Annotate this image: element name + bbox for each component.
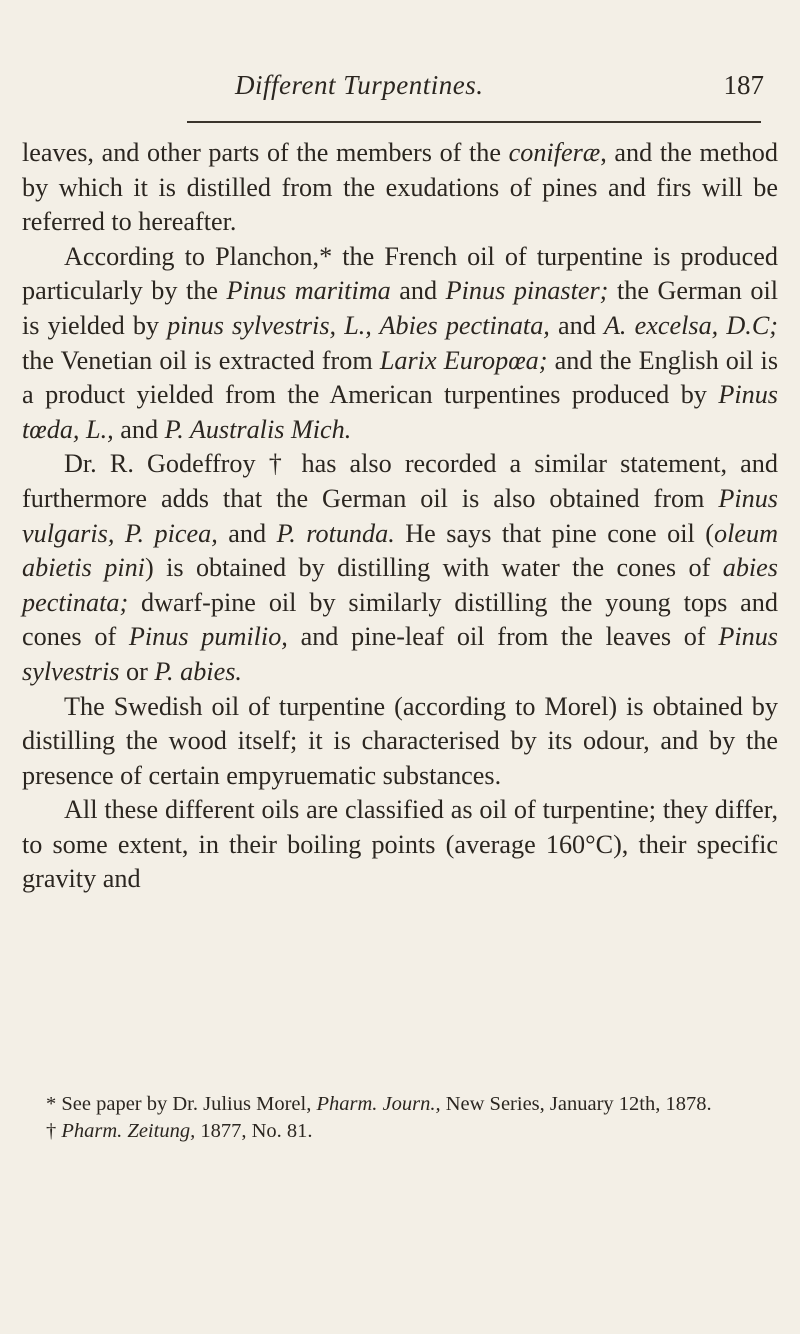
paragraph-p1 [22, 136, 778, 240]
footnotes [22, 1091, 778, 1144]
paragraph-p3 [22, 447, 778, 689]
text-run: and [217, 518, 277, 548]
text-run: the Venetian oil is extracted from [22, 345, 380, 375]
text-run: the German oil is yielded by [22, 276, 779, 340]
page-header [22, 70, 778, 110]
italic-text: A. excelsa, D.C; [603, 310, 779, 340]
page-number: 187 [723, 70, 764, 100]
paragraph-p2 [22, 240, 778, 448]
text-run: According to Planchon,* the French oil of turpentine is produced particularly by the [22, 241, 778, 306]
paragraph-p4 [22, 690, 778, 794]
text-run: and [113, 414, 165, 444]
text-run: Dr. R. Godeffroy † has also recorded a similar statement, and furthermore adds that the German oil is also obtained from [22, 449, 778, 513]
italic-text: Pinus maritima [226, 276, 391, 306]
text-run: and the English oil is a product yielded from the American turpentines produced by [22, 345, 779, 410]
italic-text: coniferæ [508, 138, 601, 167]
italic-text: P. rotunda. [276, 518, 395, 548]
italic-text: Pharm. Zeitung, [61, 1119, 196, 1142]
text-run: The Swedish oil of turpentine (according to Morel) is obtained by distilling the wood itself; it is characterised by its odour, and by the presence of certain empyruematic substances. [22, 691, 778, 790]
italic-text: Pharm. Journ., [316, 1093, 441, 1115]
text-run: All these different oils are classified as oil of turpentine; they differ, to some extent, in their boiling points (average 160°C), their specific gravity and [22, 795, 778, 894]
italic-text: Pinus vulgaris, P. picea, [22, 483, 778, 548]
text-run: or [119, 656, 155, 686]
italic-text: Pinus sylvestris [22, 622, 778, 686]
text-run: ) is obtained by distilling with water the cones of [144, 553, 723, 583]
text-run: dwarf-pine oil by similarly distilling the young tops and cones of [22, 587, 778, 652]
text-run: and [549, 310, 604, 340]
footnote-fn1 [22, 1091, 778, 1118]
italic-text: P. Australis Mich. [164, 414, 352, 444]
text-run: He says that pine cone oil ( [394, 518, 714, 548]
body-text [22, 136, 778, 897]
text-run: and pine-leaf oil from the leaves of [287, 622, 719, 652]
text-run: and [390, 276, 446, 306]
italic-text: Larix Europœa; [379, 345, 548, 375]
footnote-fn2 [22, 1118, 778, 1145]
running-title: Different Turpentines. [235, 70, 484, 100]
text-run: , and the method by which it is distilled from the exudations of pines and firs will be referred to hereafter. [22, 138, 778, 237]
italic-text: Pinus tœda, L., [22, 380, 778, 444]
text-run: leaves, and other parts of the members of the [22, 138, 509, 167]
book-page [22, 70, 779, 1142]
italic-text: pinus sylvestris, L., Abies pectinata, [167, 310, 550, 340]
italic-text: Pinus pumilio, [128, 622, 288, 652]
text-run: * See paper by Dr. Julius Morel, [46, 1093, 317, 1115]
italic-text: oleum abietis pini [22, 518, 778, 583]
italic-text: P. abies. [154, 656, 242, 686]
header-rule [187, 121, 761, 123]
text-run: † [46, 1119, 62, 1142]
text-run: 1877, No. 81. [195, 1119, 313, 1142]
paragraph-p5 [22, 793, 778, 897]
text-run: New Series, January 12th, 1878. [440, 1093, 712, 1115]
italic-text: Pinus pinaster; [445, 276, 609, 306]
italic-text: abies pectinata; [22, 553, 778, 617]
